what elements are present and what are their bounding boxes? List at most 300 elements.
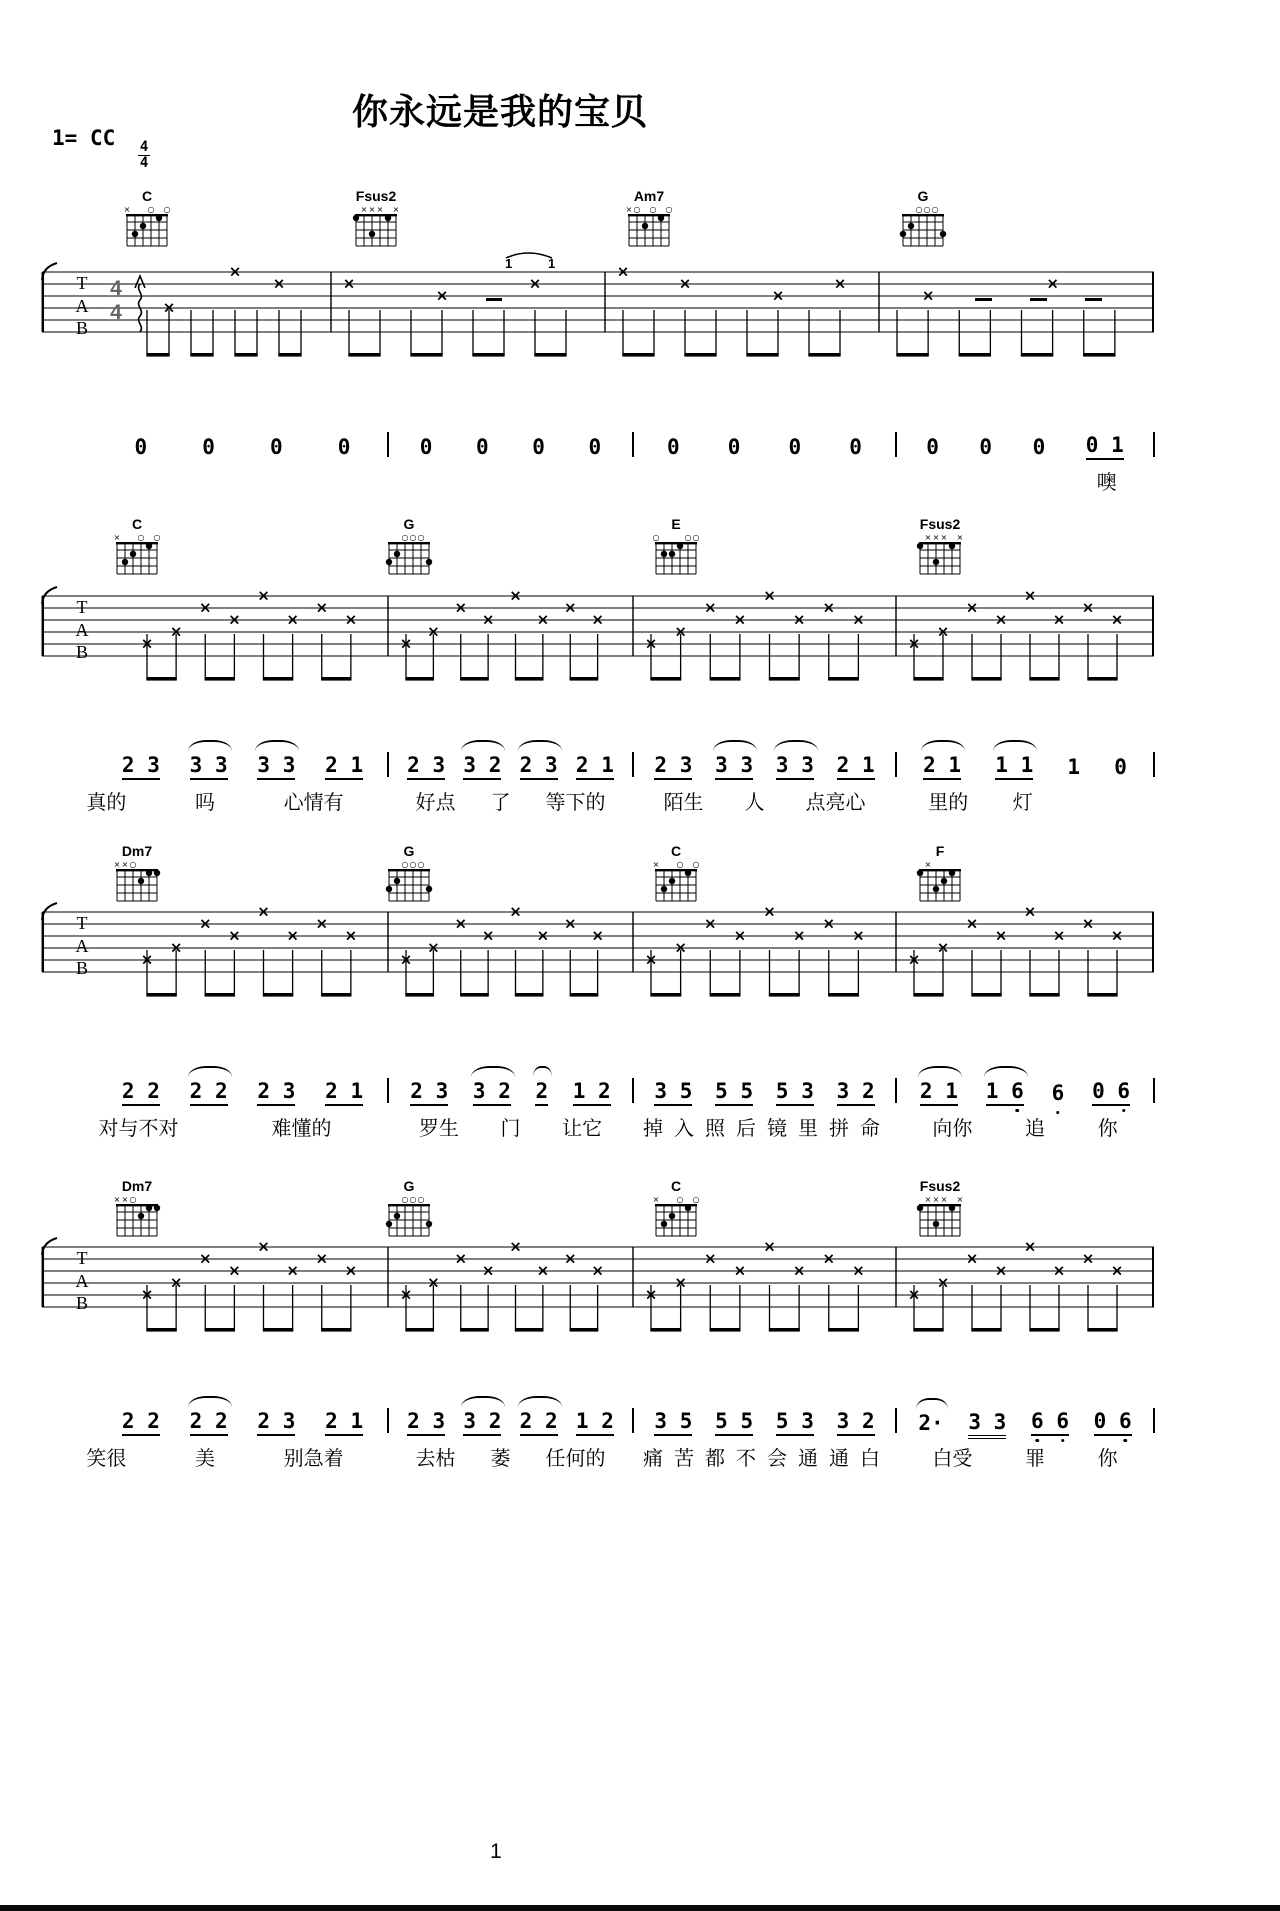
number-group: 0	[788, 435, 802, 459]
number-group: 2 2	[190, 1408, 228, 1436]
muted-note-x: ×	[1023, 902, 1037, 921]
svg-text:○: ○	[409, 1195, 417, 1204]
beam	[460, 993, 489, 997]
beam	[460, 1328, 489, 1332]
muted-note-x: ×	[481, 926, 495, 945]
number-group: 0	[337, 435, 351, 459]
svg-text:×: ×	[940, 533, 948, 542]
beam	[405, 993, 434, 997]
beam	[570, 1328, 599, 1332]
chord-diagram-Fsus2	[914, 1178, 966, 1245]
numbers-measure	[97, 1076, 388, 1106]
measure-barline	[1153, 752, 1155, 777]
number-group: 0	[979, 435, 993, 459]
number-group: 5 5	[715, 1408, 753, 1436]
number-group: 2 2	[122, 1408, 160, 1436]
jianpu-numbers-row	[0, 1076, 1160, 1106]
svg-text:○: ○	[163, 205, 171, 214]
muted-note-x: ×	[435, 286, 449, 305]
beam	[913, 993, 943, 997]
lyric-token: 别急着	[283, 1448, 344, 1470]
number-group: 0	[667, 435, 680, 459]
svg-text:○: ○	[417, 533, 425, 542]
chord-diagram-Dm7	[111, 843, 163, 910]
tab-letter: A	[75, 620, 89, 640]
beam	[263, 993, 293, 997]
muted-note-x: ×	[272, 274, 286, 293]
muted-note-x: ×	[852, 610, 865, 629]
number-group: 3 3	[776, 752, 814, 780]
beam	[460, 677, 489, 681]
key-prefix: 1=	[52, 126, 78, 150]
number-group: 0	[202, 435, 215, 459]
tie-arc	[506, 253, 552, 258]
muted-note-x: ×	[733, 1261, 747, 1280]
svg-text:○: ○	[401, 860, 409, 869]
muted-note-x: ×	[427, 938, 440, 957]
number-group: 2 2	[520, 1408, 558, 1436]
number-group: 2 3	[410, 1078, 448, 1106]
slur-arc	[774, 740, 818, 751]
chord-name: Fsus2	[355, 188, 397, 204]
number-group: 0	[926, 435, 939, 459]
lyrics-measure	[42, 786, 388, 816]
chord-diagram-G	[897, 188, 949, 255]
numbers-measure	[896, 1076, 1154, 1106]
number-group: 3 2	[837, 1408, 875, 1436]
chord-name: G	[403, 516, 415, 532]
slur-arc	[188, 1066, 232, 1077]
chord-diagram-F	[914, 843, 966, 910]
lyric-token: 里的	[928, 792, 969, 814]
muted-note-x: ×	[907, 950, 921, 969]
muted-note-x: ×	[703, 598, 717, 617]
muted-note-x: ×	[1052, 1261, 1066, 1280]
svg-text:○: ○	[923, 205, 931, 214]
number-group: 1 2	[573, 1078, 611, 1106]
muted-note-x: ×	[315, 1249, 329, 1268]
chord-grid	[383, 532, 435, 578]
jianpu-numbers-row	[0, 750, 1160, 780]
muted-note-x: ×	[140, 1285, 154, 1304]
jianpu-numbers-row	[0, 1406, 1160, 1436]
muted-note-x: ×	[198, 1249, 212, 1268]
muted-note-x: ×	[481, 610, 495, 629]
number-group: 1 2	[576, 1408, 614, 1436]
beam	[1029, 677, 1059, 681]
lyric-token: 掉入照后镜里拼命	[643, 1118, 891, 1140]
number-group: 5 3	[776, 1408, 814, 1436]
beam	[710, 1328, 741, 1332]
beam	[515, 993, 544, 997]
chord-grid	[383, 1194, 435, 1240]
muted-note-x: ×	[342, 274, 356, 293]
chord-grid	[383, 859, 435, 905]
muted-note-x: ×	[509, 1237, 522, 1256]
slur-arc	[461, 1396, 505, 1407]
lyric-token: 让它	[562, 1118, 603, 1140]
chord-diagram-Dm7	[111, 1178, 163, 1245]
lyrics-measure	[896, 466, 1154, 496]
muted-note-x: ×	[1110, 926, 1124, 945]
muted-note-x: ×	[1110, 610, 1124, 629]
muted-note-x: ×	[994, 610, 1008, 629]
number-group: 0	[532, 435, 545, 459]
slur-arc	[188, 740, 232, 751]
half-rest-dash	[1085, 298, 1102, 301]
svg-text:×: ×	[940, 1195, 948, 1204]
number-group: 1	[1067, 755, 1081, 779]
number-group: 0	[1032, 435, 1046, 459]
half-rest-dash	[1030, 298, 1047, 301]
numbers-measure	[388, 1406, 633, 1436]
svg-text:○: ○	[409, 533, 417, 542]
muted-note-x: ×	[228, 1261, 241, 1280]
svg-text:○: ○	[417, 860, 425, 869]
lyric-token: 白受	[932, 1448, 973, 1470]
lyric-token: 等下的	[545, 792, 606, 814]
chord-diagram-G	[383, 843, 435, 910]
beam	[146, 993, 176, 997]
number-group: 0 6	[1094, 1408, 1132, 1436]
tab-letter: A	[75, 296, 89, 316]
measure-barline	[1153, 432, 1155, 457]
chord-grid	[897, 204, 949, 250]
svg-text:○: ○	[147, 205, 155, 214]
beam	[190, 353, 213, 357]
muted-note-x: ×	[286, 926, 299, 945]
muted-note-x: ×	[399, 1285, 413, 1304]
muted-note-x: ×	[257, 902, 270, 921]
muted-note-x: ×	[1081, 1249, 1095, 1268]
svg-text:○: ○	[692, 860, 700, 869]
lyric-token: 点亮心	[805, 792, 866, 814]
beam	[410, 353, 442, 357]
svg-text:×: ×	[392, 205, 400, 214]
tab-letter: B	[75, 958, 89, 978]
muted-note-x: ×	[1052, 926, 1066, 945]
half-rest-dash	[486, 298, 502, 301]
muted-note-x: ×	[994, 1261, 1008, 1280]
beam	[1021, 353, 1053, 357]
muted-note-x: ×	[703, 914, 717, 933]
tab-letter: T	[76, 913, 88, 933]
beam	[570, 993, 599, 997]
svg-text:×: ×	[368, 205, 376, 214]
number-group: 2 2	[190, 1078, 228, 1106]
muted-note-x: ×	[1052, 610, 1066, 629]
muted-note-x: ×	[994, 926, 1008, 945]
number-group: 0	[588, 435, 602, 459]
lyric-token: 笑很	[86, 1448, 127, 1470]
lyric-token: 噢	[1096, 472, 1117, 494]
beam	[405, 677, 434, 681]
muted-note-x: ×	[792, 610, 806, 629]
muted-note-x: ×	[228, 262, 242, 281]
muted-note-x: ×	[907, 634, 921, 653]
number-group: 0 1	[1086, 432, 1124, 460]
muted-note-x: ×	[399, 950, 413, 969]
muted-note-x: ×	[733, 926, 747, 945]
muted-note-x: ×	[733, 610, 747, 629]
muted-note-x: ×	[427, 1273, 440, 1292]
lyrics-row	[0, 1112, 1160, 1142]
muted-note-x: ×	[936, 938, 950, 957]
muted-note-x: ×	[907, 1285, 921, 1304]
numbers-measure	[896, 430, 1154, 460]
chord-grid	[623, 204, 675, 250]
svg-text:×: ×	[113, 860, 121, 869]
svg-text:×: ×	[360, 205, 368, 214]
number-group: 0	[1114, 755, 1127, 779]
muted-note-x: ×	[644, 1285, 658, 1304]
tab-letter: T	[76, 273, 88, 293]
muted-note-x: ×	[822, 914, 836, 933]
lyrics-row	[0, 1442, 1160, 1472]
lyrics-measure	[896, 1442, 1154, 1472]
tab-staff	[0, 586, 1160, 696]
muted-note-x: ×	[198, 914, 212, 933]
lyrics-measure	[42, 1112, 388, 1142]
muted-note-x: ×	[454, 914, 468, 933]
tab-letter: B	[75, 642, 89, 662]
tab-letter: A	[75, 936, 89, 956]
muted-note-x: ×	[399, 634, 413, 653]
slur-arc	[918, 1066, 962, 1077]
lyric-token: 美	[194, 1448, 215, 1470]
numbers-measure	[633, 1406, 896, 1436]
number-group: 0	[727, 435, 741, 459]
time-signature: $\frac{4}{4}$	[139, 139, 149, 171]
chord-diagram-C	[121, 188, 173, 255]
muted-note-x: ×	[481, 1261, 495, 1280]
muted-note-x: ×	[1110, 1261, 1124, 1280]
number-group: 6 6	[1031, 1408, 1069, 1436]
number-group: 0	[849, 435, 862, 459]
beam	[1087, 993, 1117, 997]
muted-note-x: ×	[344, 1261, 358, 1280]
muted-note-x: ×	[921, 286, 935, 305]
beam	[808, 353, 840, 357]
slur-arc	[533, 1066, 552, 1077]
svg-text:○: ○	[692, 1195, 700, 1204]
slur-arc	[984, 1066, 1028, 1077]
lyric-token: 萎	[490, 1448, 511, 1470]
chord-grid	[350, 204, 402, 250]
muted-note-x: ×	[509, 902, 522, 921]
lyric-token: 灯	[1012, 792, 1033, 814]
muted-note-x: ×	[286, 1261, 299, 1280]
page-bottom-edge	[0, 1905, 1280, 1911]
muted-note-x: ×	[162, 298, 176, 317]
lyric-token: 你	[1097, 1118, 1118, 1140]
lyrics-measure	[633, 786, 896, 816]
chord-grid	[650, 1194, 702, 1240]
chord-name: C	[670, 843, 682, 859]
key-name: C	[89, 126, 103, 150]
slur-arc	[255, 740, 299, 751]
number-group: 2 3	[654, 752, 692, 780]
muted-note-x: ×	[169, 1273, 183, 1292]
number-group: 3 3	[715, 752, 753, 780]
slur-arc	[993, 740, 1037, 751]
muted-note-x: ×	[286, 610, 299, 629]
beam	[650, 677, 681, 681]
muted-note-x: ×	[591, 926, 604, 945]
number-group: 2 3	[122, 752, 160, 780]
half-rest-dash	[975, 298, 992, 301]
muted-note-x: ×	[198, 598, 212, 617]
muted-note-x: ×	[763, 586, 776, 605]
slur-arc	[518, 1396, 562, 1407]
number-group: 2 1	[325, 1408, 363, 1436]
muted-note-x: ×	[591, 1261, 604, 1280]
beam	[205, 993, 235, 997]
lyric-token: 人	[744, 792, 765, 814]
chord-name: Dm7	[121, 1178, 153, 1194]
lyric-token: 你	[1097, 1448, 1118, 1470]
lyric-token: 痛苦都不会通通白	[643, 1448, 891, 1470]
beam	[146, 677, 176, 681]
numbers-measure	[388, 750, 633, 780]
numbers-measure	[97, 1406, 388, 1436]
svg-text:×: ×	[376, 205, 384, 214]
muted-note-x: ×	[454, 598, 468, 617]
chord-grid	[650, 859, 702, 905]
jianpu-numbers-row	[0, 430, 1160, 460]
chord-name: C	[141, 188, 153, 204]
staff-time-sig: 4	[110, 277, 122, 300]
number-group: 2 1	[920, 1078, 958, 1106]
beam	[959, 353, 991, 357]
chord-diagram-C	[650, 843, 702, 910]
beam	[534, 353, 566, 357]
muted-note-x: ×	[674, 1273, 687, 1292]
lyric-token: 真的	[86, 792, 127, 814]
muted-note-x: ×	[315, 598, 329, 617]
chord-grid	[914, 1194, 966, 1240]
slur-arc	[916, 1398, 947, 1409]
lyric-token: 罪	[1024, 1448, 1045, 1470]
chord-grid	[111, 859, 163, 905]
chord-diagram-Am7	[623, 188, 675, 255]
lyric-token: 任何的	[545, 1448, 606, 1470]
beam	[746, 353, 778, 357]
lyric-token: 对与不对	[98, 1118, 179, 1140]
svg-text:○: ○	[129, 1195, 137, 1204]
beam	[234, 353, 257, 357]
svg-text:○: ○	[129, 860, 137, 869]
key-signature: 1= CC $\frac{4}{4}$	[52, 126, 149, 171]
numbers-measure	[388, 1076, 633, 1106]
muted-note-x: ×	[792, 1261, 806, 1280]
lyrics-row	[0, 786, 1160, 816]
muted-note-x: ×	[344, 610, 358, 629]
number-group: 0	[476, 435, 489, 459]
lyrics-row	[0, 466, 1160, 496]
beam	[971, 1328, 1001, 1332]
beam	[710, 677, 741, 681]
chord-diagram-Fsus2	[914, 516, 966, 583]
beam	[1029, 993, 1059, 997]
chord-name: Fsus2	[919, 516, 961, 532]
beam	[896, 353, 928, 357]
beam	[348, 353, 380, 357]
beam	[622, 353, 654, 357]
chord-diagram-E	[650, 516, 702, 583]
muted-note-x: ×	[563, 914, 577, 933]
svg-text:○: ○	[649, 205, 657, 214]
beam	[971, 993, 1001, 997]
muted-note-x: ×	[703, 1249, 717, 1268]
muted-note-x: ×	[563, 1249, 577, 1268]
beam	[828, 1328, 859, 1332]
muted-note-x: ×	[965, 914, 979, 933]
lyrics-measure	[388, 786, 633, 816]
beam	[405, 1328, 434, 1332]
svg-text:×: ×	[924, 1195, 932, 1204]
beam	[263, 677, 293, 681]
beam	[1087, 1328, 1117, 1332]
tab-letter: B	[75, 318, 89, 338]
number-group: 3 2	[463, 752, 501, 780]
muted-note-x: ×	[528, 274, 542, 293]
number-group: 3 5	[654, 1078, 692, 1106]
beam	[146, 1328, 176, 1332]
slur-arc	[188, 1396, 232, 1407]
numbers-measure	[633, 1076, 896, 1106]
beam	[769, 1328, 800, 1332]
muted-note-x: ×	[536, 926, 550, 945]
beam	[472, 353, 504, 357]
muted-note-x: ×	[936, 622, 950, 641]
numbers-measure	[388, 430, 633, 460]
chord-diagram-Fsus2	[350, 188, 402, 255]
tab-staff	[0, 1237, 1160, 1347]
number-group: 2 1	[325, 1078, 363, 1106]
number-group: 2 1	[325, 752, 363, 780]
number-group: 2 3	[407, 1408, 445, 1436]
svg-text:○: ○	[401, 533, 409, 542]
muted-note-x: ×	[563, 598, 577, 617]
beam	[710, 993, 741, 997]
svg-text:○: ○	[652, 533, 660, 542]
muted-note-x: ×	[936, 1273, 950, 1292]
beam	[321, 993, 351, 997]
tab-staff	[0, 256, 1160, 372]
lyrics-measure	[633, 1442, 896, 1472]
muted-note-x: ×	[454, 1249, 468, 1268]
muted-note-x: ×	[140, 950, 154, 969]
numbers-measure	[97, 430, 388, 460]
muted-note-x: ×	[140, 634, 154, 653]
lyric-token: 陌生	[663, 792, 704, 814]
number-group: 0	[134, 435, 148, 459]
chord-grid	[111, 1194, 163, 1240]
svg-text:○: ○	[684, 533, 692, 542]
svg-text:×: ×	[956, 533, 964, 542]
muted-note-x: ×	[536, 1261, 550, 1280]
svg-text:×: ×	[924, 533, 932, 542]
muted-note-x: ×	[228, 926, 241, 945]
number-group: 3 3	[968, 1410, 1007, 1434]
slur-arc	[713, 740, 757, 751]
beam	[828, 677, 859, 681]
svg-text:○: ○	[676, 1195, 684, 1204]
muted-note-x: ×	[315, 914, 329, 933]
beam	[971, 677, 1001, 681]
chord-name: G	[403, 1178, 415, 1194]
